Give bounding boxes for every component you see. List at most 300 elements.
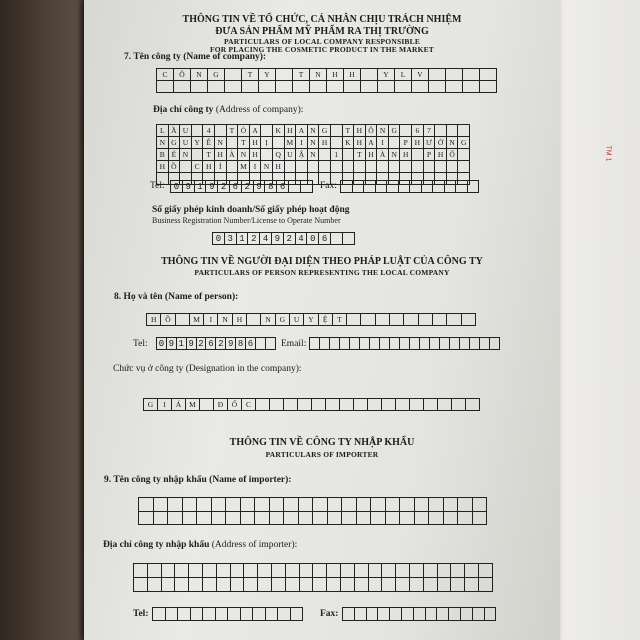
char-box[interactable] <box>148 578 162 592</box>
char-box[interactable]: H <box>435 149 447 161</box>
char-box[interactable] <box>183 512 198 526</box>
char-box[interactable] <box>458 149 470 161</box>
char-box[interactable] <box>228 608 241 621</box>
char-box[interactable] <box>387 181 399 193</box>
char-box[interactable] <box>361 314 375 326</box>
char-box[interactable]: 1 <box>177 338 187 350</box>
char-box[interactable]: 9 <box>254 181 266 193</box>
char-box[interactable] <box>344 81 361 93</box>
char-box[interactable] <box>447 125 459 137</box>
char-box[interactable] <box>197 512 212 526</box>
char-box[interactable] <box>154 512 169 526</box>
char-box[interactable]: G <box>144 399 158 411</box>
char-box[interactable] <box>286 578 300 592</box>
char-box[interactable] <box>215 125 227 137</box>
char-box[interactable]: Ố <box>447 149 459 161</box>
char-box[interactable] <box>313 564 327 578</box>
char-box[interactable]: N <box>308 125 320 137</box>
char-box[interactable] <box>331 233 343 245</box>
char-box[interactable] <box>463 69 480 81</box>
char-box[interactable] <box>225 69 242 81</box>
char-box[interactable] <box>490 338 500 350</box>
char-box[interactable] <box>330 338 340 350</box>
char-box[interactable] <box>313 498 328 512</box>
char-box[interactable] <box>226 498 241 512</box>
char-box[interactable]: H <box>157 161 169 173</box>
char-box[interactable] <box>399 181 411 193</box>
char-box[interactable] <box>270 498 285 512</box>
char-box[interactable] <box>424 161 436 173</box>
char-box[interactable] <box>255 498 270 512</box>
char-box[interactable] <box>473 498 488 512</box>
char-box[interactable] <box>216 608 229 621</box>
char-box[interactable] <box>241 498 256 512</box>
char-box[interactable]: 2 <box>242 181 254 193</box>
char-box[interactable]: H <box>344 69 361 81</box>
char-box[interactable] <box>175 564 189 578</box>
char-box[interactable]: B <box>157 149 169 161</box>
char-box[interactable]: Ô <box>174 69 191 81</box>
char-box[interactable] <box>343 161 355 173</box>
char-box[interactable] <box>404 314 418 326</box>
char-box[interactable]: Ầ <box>169 125 181 137</box>
char-box[interactable]: T <box>333 314 347 326</box>
char-box[interactable]: N <box>157 137 169 149</box>
char-box[interactable] <box>420 338 430 350</box>
char-box[interactable] <box>463 81 480 93</box>
char-box[interactable]: 4 <box>296 233 308 245</box>
char-box[interactable] <box>217 578 231 592</box>
char-box[interactable] <box>470 338 480 350</box>
char-box[interactable]: L <box>395 69 412 81</box>
char-box[interactable] <box>433 181 445 193</box>
char-box[interactable] <box>382 564 396 578</box>
char-box[interactable] <box>327 564 341 578</box>
char-box[interactable] <box>192 149 204 161</box>
char-box[interactable]: N <box>261 314 275 326</box>
char-box[interactable] <box>445 181 457 193</box>
char-box[interactable]: T <box>354 149 366 161</box>
char-box[interactable] <box>378 608 390 621</box>
char-box[interactable] <box>328 498 343 512</box>
char-box[interactable] <box>458 161 470 173</box>
char-box[interactable] <box>429 81 446 93</box>
char-box[interactable] <box>458 498 473 512</box>
importer-tel-field[interactable] <box>152 607 303 621</box>
char-box[interactable] <box>458 512 473 526</box>
char-box[interactable]: 9 <box>183 181 195 193</box>
importer-name-grid[interactable] <box>138 497 487 525</box>
char-box[interactable] <box>419 314 433 326</box>
char-box[interactable] <box>415 498 430 512</box>
char-box[interactable] <box>396 564 410 578</box>
char-box[interactable]: H <box>319 137 331 149</box>
char-box[interactable]: 6 <box>319 233 331 245</box>
char-box[interactable] <box>400 338 410 350</box>
char-box[interactable] <box>396 399 410 411</box>
char-box[interactable] <box>300 564 314 578</box>
char-box[interactable] <box>479 564 493 578</box>
char-box[interactable]: T <box>203 149 215 161</box>
char-box[interactable] <box>168 498 183 512</box>
char-box[interactable] <box>343 149 355 161</box>
char-box[interactable]: T <box>242 69 259 81</box>
char-box[interactable]: M <box>186 399 200 411</box>
char-box[interactable]: G <box>169 137 181 149</box>
char-box[interactable]: Ễ <box>203 137 215 149</box>
char-box[interactable] <box>396 578 410 592</box>
char-box[interactable] <box>326 399 340 411</box>
char-box[interactable] <box>225 81 242 93</box>
char-box[interactable]: 2 <box>284 233 296 245</box>
char-box[interactable] <box>444 498 459 512</box>
char-box[interactable] <box>285 161 297 173</box>
char-box[interactable] <box>412 81 429 93</box>
char-box[interactable] <box>444 512 459 526</box>
char-box[interactable] <box>450 338 460 350</box>
char-box[interactable] <box>284 399 298 411</box>
char-box[interactable] <box>212 498 227 512</box>
char-box[interactable]: 9 <box>272 233 284 245</box>
char-box[interactable]: N <box>191 69 208 81</box>
char-box[interactable] <box>192 125 204 137</box>
char-box[interactable]: U <box>180 137 192 149</box>
char-box[interactable] <box>451 578 465 592</box>
char-box[interactable] <box>473 512 488 526</box>
char-box[interactable] <box>286 564 300 578</box>
char-box[interactable]: P <box>424 149 436 161</box>
char-box[interactable] <box>270 399 284 411</box>
char-box[interactable]: Y <box>192 137 204 149</box>
char-box[interactable] <box>386 512 401 526</box>
char-box[interactable]: L <box>157 125 169 137</box>
char-box[interactable] <box>273 137 285 149</box>
char-box[interactable]: Ị <box>261 137 273 149</box>
char-box[interactable]: A <box>250 125 262 137</box>
char-box[interactable]: 6 <box>230 181 242 193</box>
char-box[interactable]: Í <box>215 161 227 173</box>
char-box[interactable] <box>320 338 330 350</box>
char-box[interactable]: H <box>354 125 366 137</box>
char-box[interactable]: H <box>250 149 262 161</box>
char-box[interactable] <box>367 608 379 621</box>
char-box[interactable]: N <box>215 137 227 149</box>
char-box[interactable]: G <box>208 69 225 81</box>
char-box[interactable]: 1 <box>331 149 343 161</box>
char-box[interactable] <box>293 81 310 93</box>
char-box[interactable]: 6 <box>412 125 424 137</box>
char-box[interactable] <box>435 161 447 173</box>
char-box[interactable] <box>426 608 438 621</box>
char-box[interactable]: I <box>158 399 172 411</box>
char-box[interactable] <box>289 181 301 193</box>
char-box[interactable] <box>139 498 154 512</box>
char-box[interactable]: N <box>261 161 273 173</box>
char-box[interactable]: G <box>319 125 331 137</box>
char-box[interactable]: Y <box>259 69 276 81</box>
char-box[interactable] <box>343 608 355 621</box>
char-box[interactable]: N <box>377 125 389 137</box>
char-box[interactable] <box>389 137 401 149</box>
char-box[interactable] <box>429 498 444 512</box>
char-box[interactable] <box>341 564 355 578</box>
char-box[interactable]: 9 <box>226 338 236 350</box>
char-box[interactable] <box>276 69 293 81</box>
char-box[interactable] <box>390 608 402 621</box>
importer-fax-field[interactable] <box>342 607 496 621</box>
char-box[interactable]: Y <box>304 314 318 326</box>
char-box[interactable] <box>461 608 473 621</box>
char-box[interactable] <box>424 578 438 592</box>
char-box[interactable] <box>480 69 497 81</box>
char-box[interactable] <box>266 608 279 621</box>
char-box[interactable]: Ệ <box>319 314 333 326</box>
company-address-grid[interactable] <box>156 124 470 185</box>
char-box[interactable]: 6 <box>206 338 216 350</box>
char-box[interactable]: M <box>238 161 250 173</box>
char-box[interactable]: Ậ <box>296 149 308 161</box>
char-box[interactable] <box>227 161 239 173</box>
char-box[interactable] <box>341 578 355 592</box>
char-box[interactable]: H <box>366 149 378 161</box>
char-box[interactable] <box>343 233 355 245</box>
char-box[interactable] <box>380 338 390 350</box>
char-box[interactable] <box>437 608 449 621</box>
char-box[interactable] <box>203 608 216 621</box>
char-box[interactable] <box>310 338 320 350</box>
char-box[interactable] <box>369 578 383 592</box>
char-box[interactable]: N <box>180 149 192 161</box>
char-box[interactable] <box>212 512 227 526</box>
char-box[interactable] <box>300 578 314 592</box>
char-box[interactable]: 9 <box>187 338 197 350</box>
char-box[interactable]: N <box>218 314 232 326</box>
char-box[interactable] <box>162 578 176 592</box>
char-box[interactable]: P <box>400 137 412 149</box>
char-box[interactable] <box>197 498 212 512</box>
char-box[interactable] <box>410 338 420 350</box>
char-box[interactable] <box>148 564 162 578</box>
char-box[interactable]: I <box>296 137 308 149</box>
char-box[interactable] <box>166 608 179 621</box>
char-box[interactable] <box>180 161 192 173</box>
char-box[interactable] <box>291 608 304 621</box>
char-box[interactable] <box>341 181 353 193</box>
char-box[interactable]: U <box>180 125 192 137</box>
char-box[interactable] <box>261 125 273 137</box>
char-box[interactable]: Á <box>172 399 186 411</box>
char-box[interactable] <box>473 608 485 621</box>
char-box[interactable]: N <box>238 149 250 161</box>
char-box[interactable] <box>217 564 231 578</box>
char-box[interactable] <box>415 512 430 526</box>
char-box[interactable] <box>270 512 285 526</box>
char-box[interactable] <box>175 578 189 592</box>
char-box[interactable] <box>485 608 497 621</box>
char-box[interactable]: G <box>276 314 290 326</box>
char-box[interactable] <box>203 578 217 592</box>
char-box[interactable] <box>422 181 434 193</box>
char-box[interactable] <box>244 564 258 578</box>
char-box[interactable]: Ố <box>228 399 242 411</box>
char-box[interactable] <box>176 314 190 326</box>
char-box[interactable]: H <box>400 149 412 161</box>
char-box[interactable] <box>400 161 412 173</box>
char-box[interactable] <box>376 314 390 326</box>
char-box[interactable]: I <box>250 161 262 173</box>
char-box[interactable]: Y <box>378 69 395 81</box>
char-box[interactable]: K <box>343 137 355 149</box>
char-box[interactable] <box>261 149 273 161</box>
char-box[interactable] <box>308 161 320 173</box>
char-box[interactable]: H <box>285 125 297 137</box>
char-box[interactable] <box>382 578 396 592</box>
char-box[interactable] <box>313 512 328 526</box>
char-box[interactable] <box>203 564 217 578</box>
char-box[interactable]: H <box>354 137 366 149</box>
char-box[interactable] <box>433 314 447 326</box>
char-box[interactable] <box>430 338 440 350</box>
char-box[interactable] <box>368 399 382 411</box>
person-name-grid[interactable] <box>146 313 476 326</box>
char-box[interactable]: C <box>157 69 174 81</box>
char-box[interactable] <box>402 608 414 621</box>
char-box[interactable]: T <box>293 69 310 81</box>
char-box[interactable] <box>134 578 148 592</box>
char-box[interactable] <box>256 338 266 350</box>
char-box[interactable] <box>331 161 343 173</box>
char-box[interactable] <box>435 125 447 137</box>
char-box[interactable] <box>438 578 452 592</box>
char-box[interactable] <box>231 578 245 592</box>
char-box[interactable] <box>480 81 497 93</box>
char-box[interactable] <box>371 498 386 512</box>
char-box[interactable]: U <box>285 149 297 161</box>
char-box[interactable]: 2 <box>218 181 230 193</box>
char-box[interactable] <box>460 338 470 350</box>
char-box[interactable]: C <box>242 399 256 411</box>
char-box[interactable] <box>134 564 148 578</box>
char-box[interactable] <box>357 498 372 512</box>
char-box[interactable] <box>452 399 466 411</box>
char-box[interactable] <box>438 564 452 578</box>
char-box[interactable]: 1 <box>195 181 207 193</box>
char-box[interactable] <box>299 498 314 512</box>
char-box[interactable] <box>168 512 183 526</box>
char-box[interactable] <box>284 498 299 512</box>
char-box[interactable] <box>319 149 331 161</box>
designation-grid[interactable] <box>143 398 480 411</box>
char-box[interactable] <box>424 564 438 578</box>
char-box[interactable] <box>191 81 208 93</box>
char-box[interactable] <box>364 181 376 193</box>
char-box[interactable]: 0 <box>213 233 225 245</box>
char-box[interactable] <box>429 512 444 526</box>
char-box[interactable] <box>342 512 357 526</box>
char-box[interactable]: T <box>343 125 355 137</box>
char-box[interactable]: N <box>308 149 320 161</box>
char-box[interactable] <box>242 81 259 93</box>
person-tel-field[interactable] <box>156 337 276 350</box>
char-box[interactable]: N <box>308 137 320 149</box>
char-box[interactable] <box>412 161 424 173</box>
char-box[interactable]: 2 <box>197 338 207 350</box>
char-box[interactable] <box>296 161 308 173</box>
char-box[interactable] <box>371 512 386 526</box>
char-box[interactable] <box>389 161 401 173</box>
char-box[interactable] <box>360 338 370 350</box>
char-box[interactable]: M <box>190 314 204 326</box>
person-email-field[interactable] <box>309 337 500 350</box>
char-box[interactable] <box>139 512 154 526</box>
char-box[interactable]: 0 <box>171 181 183 193</box>
char-box[interactable] <box>410 564 424 578</box>
char-box[interactable]: 1 <box>237 233 249 245</box>
char-box[interactable] <box>376 181 388 193</box>
char-box[interactable] <box>154 498 169 512</box>
char-box[interactable] <box>276 81 293 93</box>
char-box[interactable]: I <box>377 137 389 149</box>
char-box[interactable]: Đ <box>214 399 228 411</box>
char-box[interactable] <box>200 399 214 411</box>
char-box[interactable]: 6 <box>277 181 289 193</box>
char-box[interactable] <box>465 578 479 592</box>
char-box[interactable] <box>241 608 254 621</box>
char-box[interactable] <box>256 399 270 411</box>
char-box[interactable] <box>241 512 256 526</box>
char-box[interactable] <box>312 399 326 411</box>
char-box[interactable] <box>331 137 343 149</box>
char-box[interactable]: G <box>458 137 470 149</box>
char-box[interactable]: 8 <box>236 338 246 350</box>
char-box[interactable]: H <box>147 314 161 326</box>
char-box[interactable] <box>227 137 239 149</box>
char-box[interactable] <box>191 608 204 621</box>
char-box[interactable]: I <box>204 314 218 326</box>
char-box[interactable]: H <box>233 314 247 326</box>
char-box[interactable] <box>366 161 378 173</box>
char-box[interactable]: 0 <box>157 338 167 350</box>
char-box[interactable] <box>424 399 438 411</box>
char-box[interactable] <box>355 564 369 578</box>
char-box[interactable]: Ồ <box>169 161 181 173</box>
char-box[interactable]: 3 <box>225 233 237 245</box>
char-box[interactable] <box>355 608 367 621</box>
char-box[interactable]: C <box>192 161 204 173</box>
char-box[interactable] <box>157 81 174 93</box>
char-box[interactable] <box>462 314 476 326</box>
char-box[interactable] <box>244 578 258 592</box>
char-box[interactable] <box>410 578 424 592</box>
char-box[interactable] <box>414 608 426 621</box>
char-box[interactable] <box>340 399 354 411</box>
char-box[interactable]: H <box>203 161 215 173</box>
char-box[interactable]: 0 <box>307 233 319 245</box>
char-box[interactable] <box>353 181 365 193</box>
char-box[interactable] <box>386 498 401 512</box>
char-box[interactable] <box>278 608 291 621</box>
char-box[interactable]: Ồ <box>161 314 175 326</box>
char-box[interactable] <box>354 399 368 411</box>
char-box[interactable] <box>253 608 266 621</box>
char-box[interactable]: Ư <box>424 137 436 149</box>
char-box[interactable] <box>446 81 463 93</box>
char-box[interactable] <box>299 512 314 526</box>
char-box[interactable]: 6 <box>246 338 256 350</box>
char-box[interactable] <box>357 512 372 526</box>
char-box[interactable] <box>331 125 343 137</box>
company-tel-field[interactable] <box>170 180 313 193</box>
